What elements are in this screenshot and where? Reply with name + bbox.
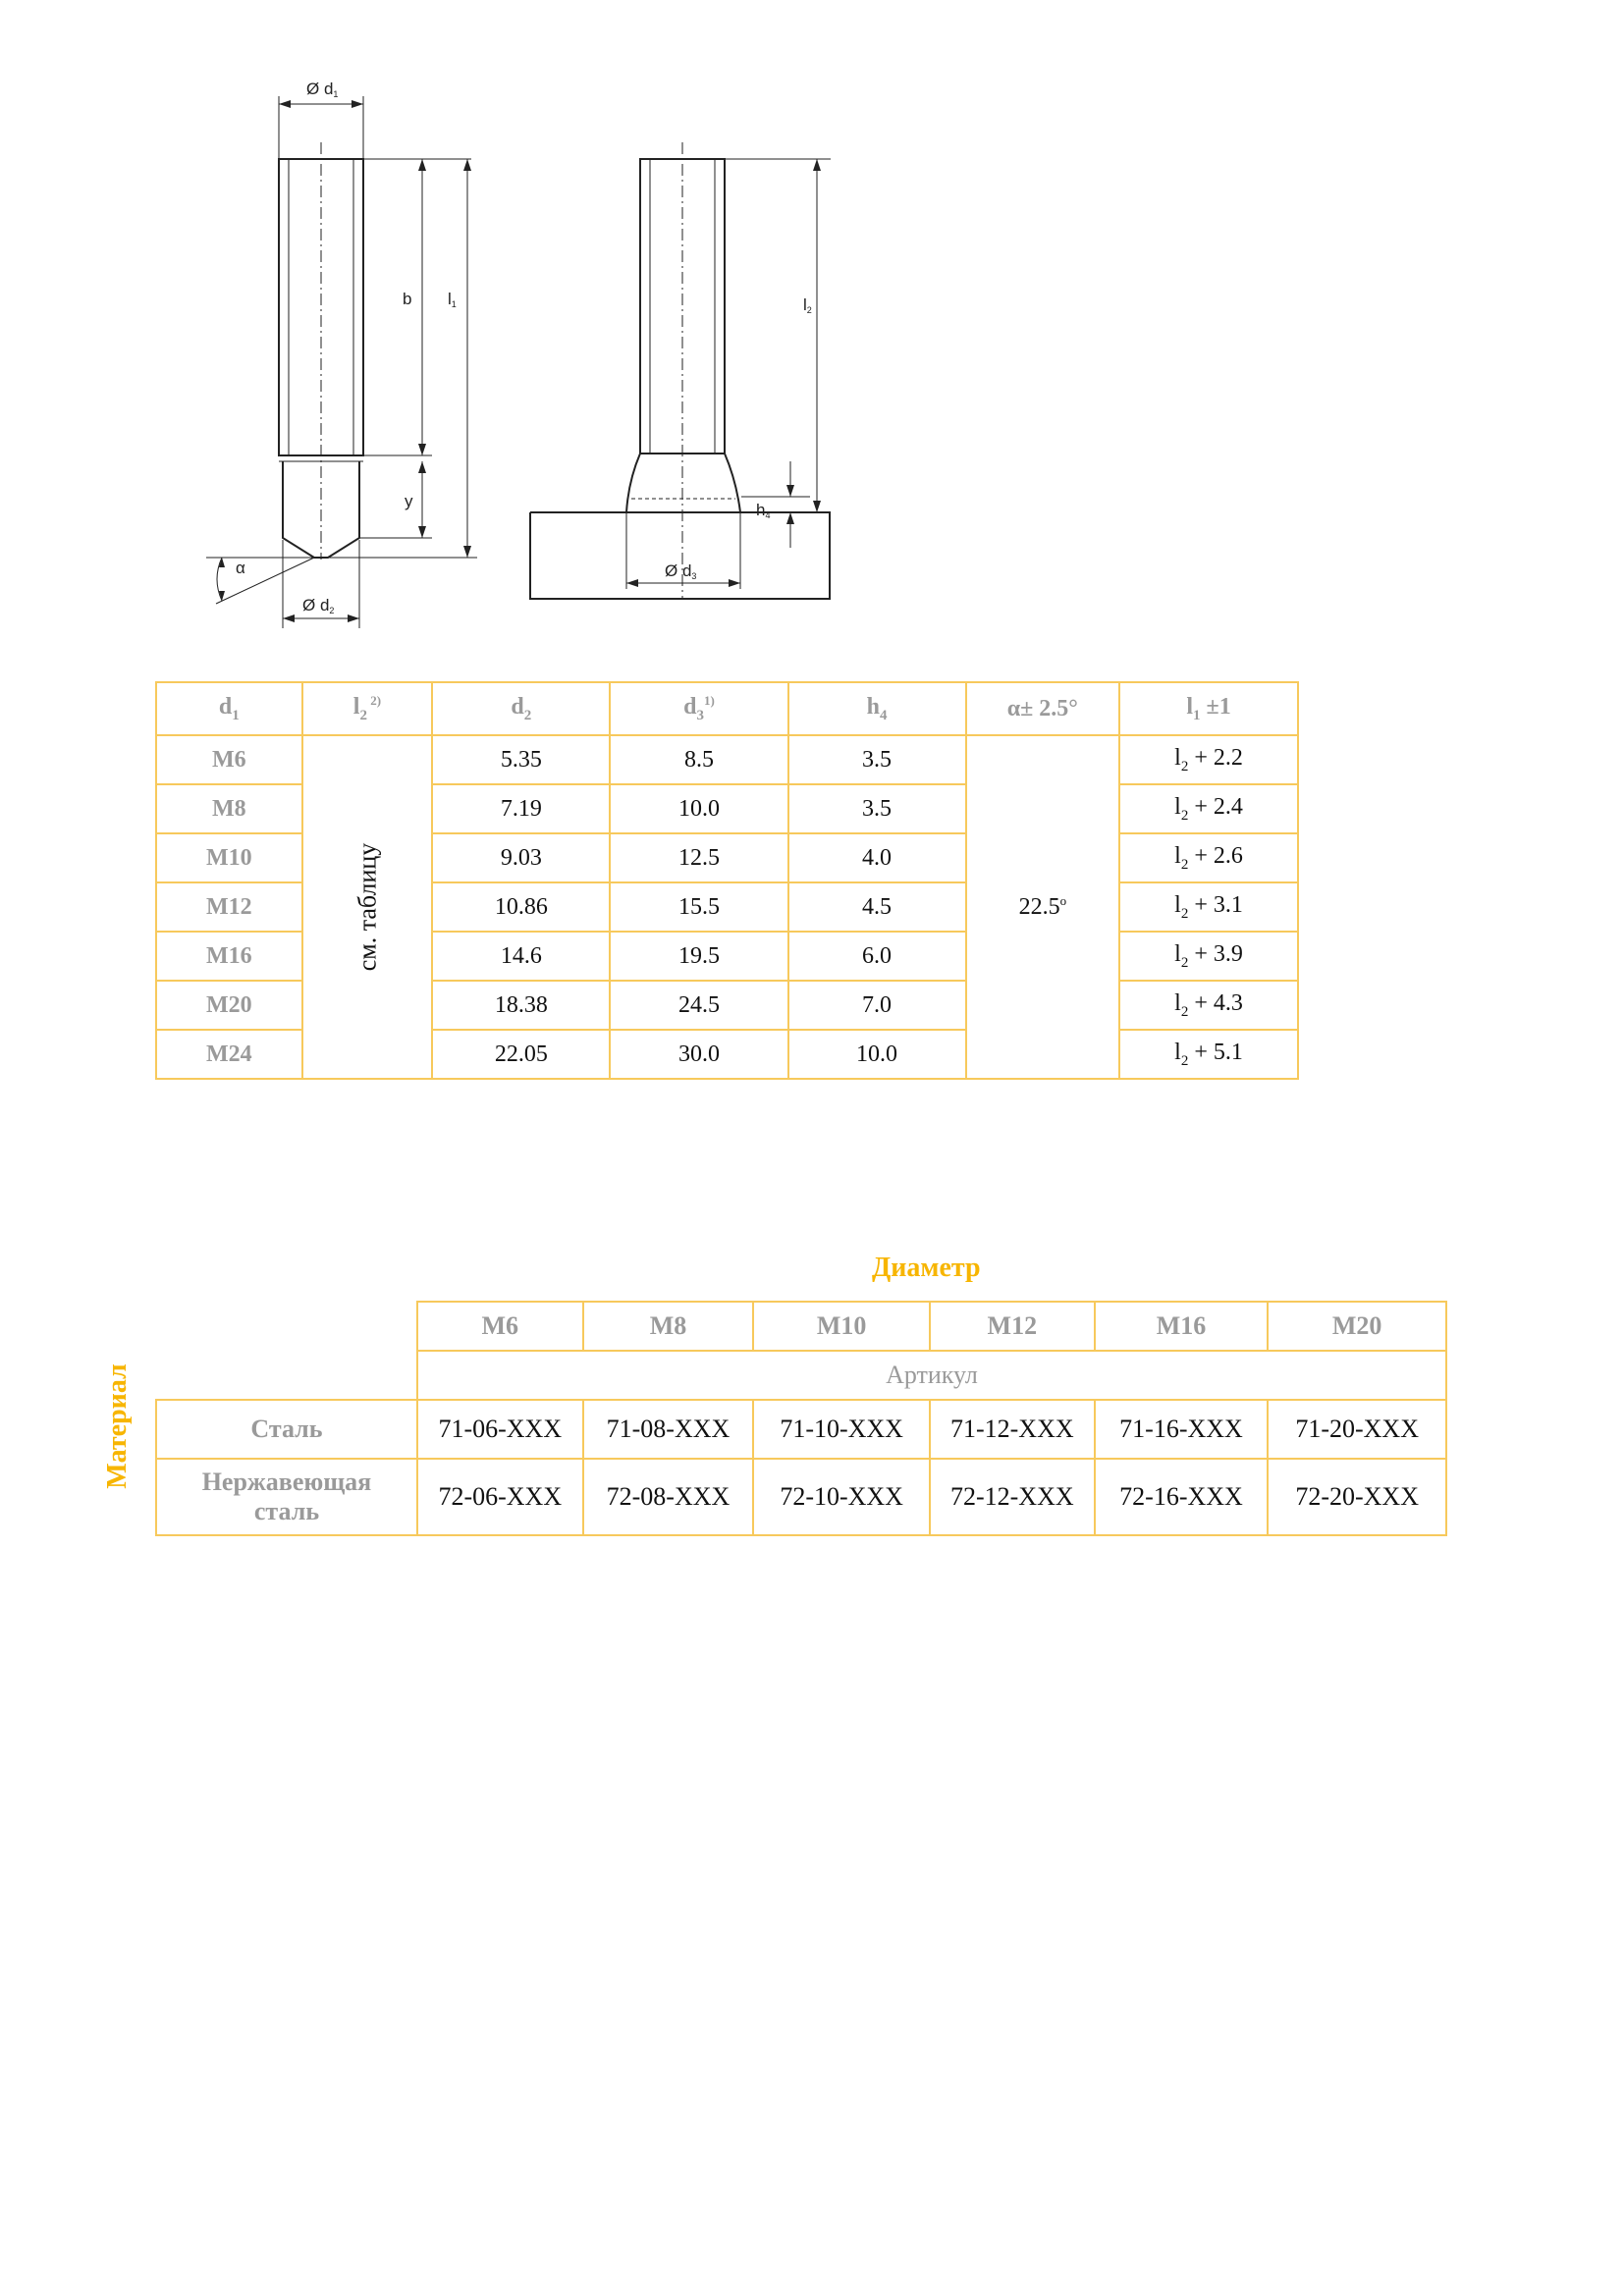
l2-label: l2 xyxy=(803,295,812,315)
corner-cell xyxy=(156,1302,417,1351)
cell-h4: 4.0 xyxy=(788,833,966,882)
size-header: M6 xyxy=(417,1302,583,1351)
cell-l1: $l_2 + 4.3$ xyxy=(1119,981,1298,1030)
cell-d3: 15.5 xyxy=(610,882,787,932)
cell-l1: $l_2 + 2.6$ xyxy=(1119,833,1298,882)
size-header: M20 xyxy=(1268,1302,1446,1351)
cell-d2: 18.38 xyxy=(432,981,610,1030)
d3-label: Ø d3 xyxy=(665,561,697,581)
cell-l1: $l_2 + 2.2$ xyxy=(1119,735,1298,784)
cell-d1: M12 xyxy=(156,882,302,932)
cell-d1: M6 xyxy=(156,735,302,784)
article-cell: 71-06-XXX xyxy=(417,1400,583,1459)
size-header-row xyxy=(156,1302,1446,1351)
article-cell: 71-08-XXX xyxy=(583,1400,754,1459)
size-header: M10 xyxy=(753,1302,930,1351)
cell-l2-note: см. таблицу xyxy=(302,735,433,1079)
cell-h4: 6.0 xyxy=(788,932,966,981)
cell-d3: 30.0 xyxy=(610,1030,787,1079)
material-name: Нержавеющая сталь xyxy=(156,1459,417,1535)
cell-d2: 10.86 xyxy=(432,882,610,932)
material-row xyxy=(156,1400,1446,1459)
size-header: M8 xyxy=(583,1302,754,1351)
article-cell: 71-16-XXX xyxy=(1095,1400,1269,1459)
h4-label: h4 xyxy=(756,501,771,520)
technical-drawing xyxy=(177,69,864,638)
header-h4: $h_4$ xyxy=(788,682,966,735)
header-l1: $l_1 \pm 1$ xyxy=(1119,682,1298,735)
cell-d2: 22.05 xyxy=(432,1030,610,1079)
cell-d3: 24.5 xyxy=(610,981,787,1030)
material-row xyxy=(156,1459,1446,1535)
cell-d1: M8 xyxy=(156,784,302,833)
header-l2: $l_2$ $^{2)}$ xyxy=(302,682,433,735)
header-alpha: α± 2.5° xyxy=(966,682,1120,735)
article-cell: 72-08-XXX xyxy=(583,1459,754,1535)
article-cell: 72-20-XXX xyxy=(1268,1459,1446,1535)
size-header: M12 xyxy=(930,1302,1095,1351)
corner-cell xyxy=(156,1351,417,1400)
size-header: M16 xyxy=(1095,1302,1269,1351)
cell-h4: 3.5 xyxy=(788,735,966,784)
diameter-title: Диаметр xyxy=(872,1253,981,1283)
cell-alpha: 22.5$^o$ xyxy=(966,735,1120,1079)
cell-l1: $l_2 + 3.9$ xyxy=(1119,932,1298,981)
stud-drawing-svg xyxy=(177,69,864,638)
y-label: y xyxy=(405,492,413,510)
article-subheader-row xyxy=(156,1351,1446,1400)
article-cell: 72-10-XXX xyxy=(753,1459,930,1535)
d2-label: Ø d2 xyxy=(302,596,335,615)
weld-collar xyxy=(626,454,740,512)
cell-d3: 10.0 xyxy=(610,784,787,833)
article-cell: 72-12-XXX xyxy=(930,1459,1095,1535)
article-cell: 71-20-XXX xyxy=(1268,1400,1446,1459)
material-name: Сталь xyxy=(156,1400,417,1459)
cell-l1: $l_2 + 2.4$ xyxy=(1119,784,1298,833)
material-side-label: Материал xyxy=(102,1363,133,1489)
spec-header-row xyxy=(156,682,1298,735)
article-cell: 71-12-XXX xyxy=(930,1400,1095,1459)
cell-d3: 8.5 xyxy=(610,735,787,784)
cell-d1: M10 xyxy=(156,833,302,882)
cell-h4: 3.5 xyxy=(788,784,966,833)
cell-d3: 19.5 xyxy=(610,932,787,981)
cell-d2: 5.35 xyxy=(432,735,610,784)
header-d3: $d_3^{1)}$ xyxy=(610,682,787,735)
l1-label: l1 xyxy=(448,290,457,309)
header-d2: $d_2$ xyxy=(432,682,610,735)
base-plate xyxy=(530,512,830,599)
spec-row xyxy=(156,735,1298,784)
cell-d2: 14.6 xyxy=(432,932,610,981)
article-cell: 71-10-XXX xyxy=(753,1400,930,1459)
article-cell: 72-06-XXX xyxy=(417,1459,583,1535)
cell-l1: $l_2 + 3.1$ xyxy=(1119,882,1298,932)
cell-d3: 12.5 xyxy=(610,833,787,882)
article-subheader: Артикул xyxy=(417,1351,1446,1400)
cell-h4: 4.5 xyxy=(788,882,966,932)
cell-d1: M24 xyxy=(156,1030,302,1079)
alpha-label: α xyxy=(236,559,245,577)
cell-h4: 10.0 xyxy=(788,1030,966,1079)
article-cell: 72-16-XXX xyxy=(1095,1459,1269,1535)
cell-d1: M20 xyxy=(156,981,302,1030)
article-table xyxy=(155,1301,1447,1536)
cell-h4: 7.0 xyxy=(788,981,966,1030)
b-label: b xyxy=(403,290,412,308)
cell-d1: M16 xyxy=(156,932,302,981)
cell-d2: 9.03 xyxy=(432,833,610,882)
header-d1: $d_1$ xyxy=(156,682,302,735)
cell-l1: $l_2 + 5.1$ xyxy=(1119,1030,1298,1079)
d1-label: Ø d1 xyxy=(306,80,339,99)
spec-table xyxy=(155,681,1299,1080)
cell-d2: 7.19 xyxy=(432,784,610,833)
